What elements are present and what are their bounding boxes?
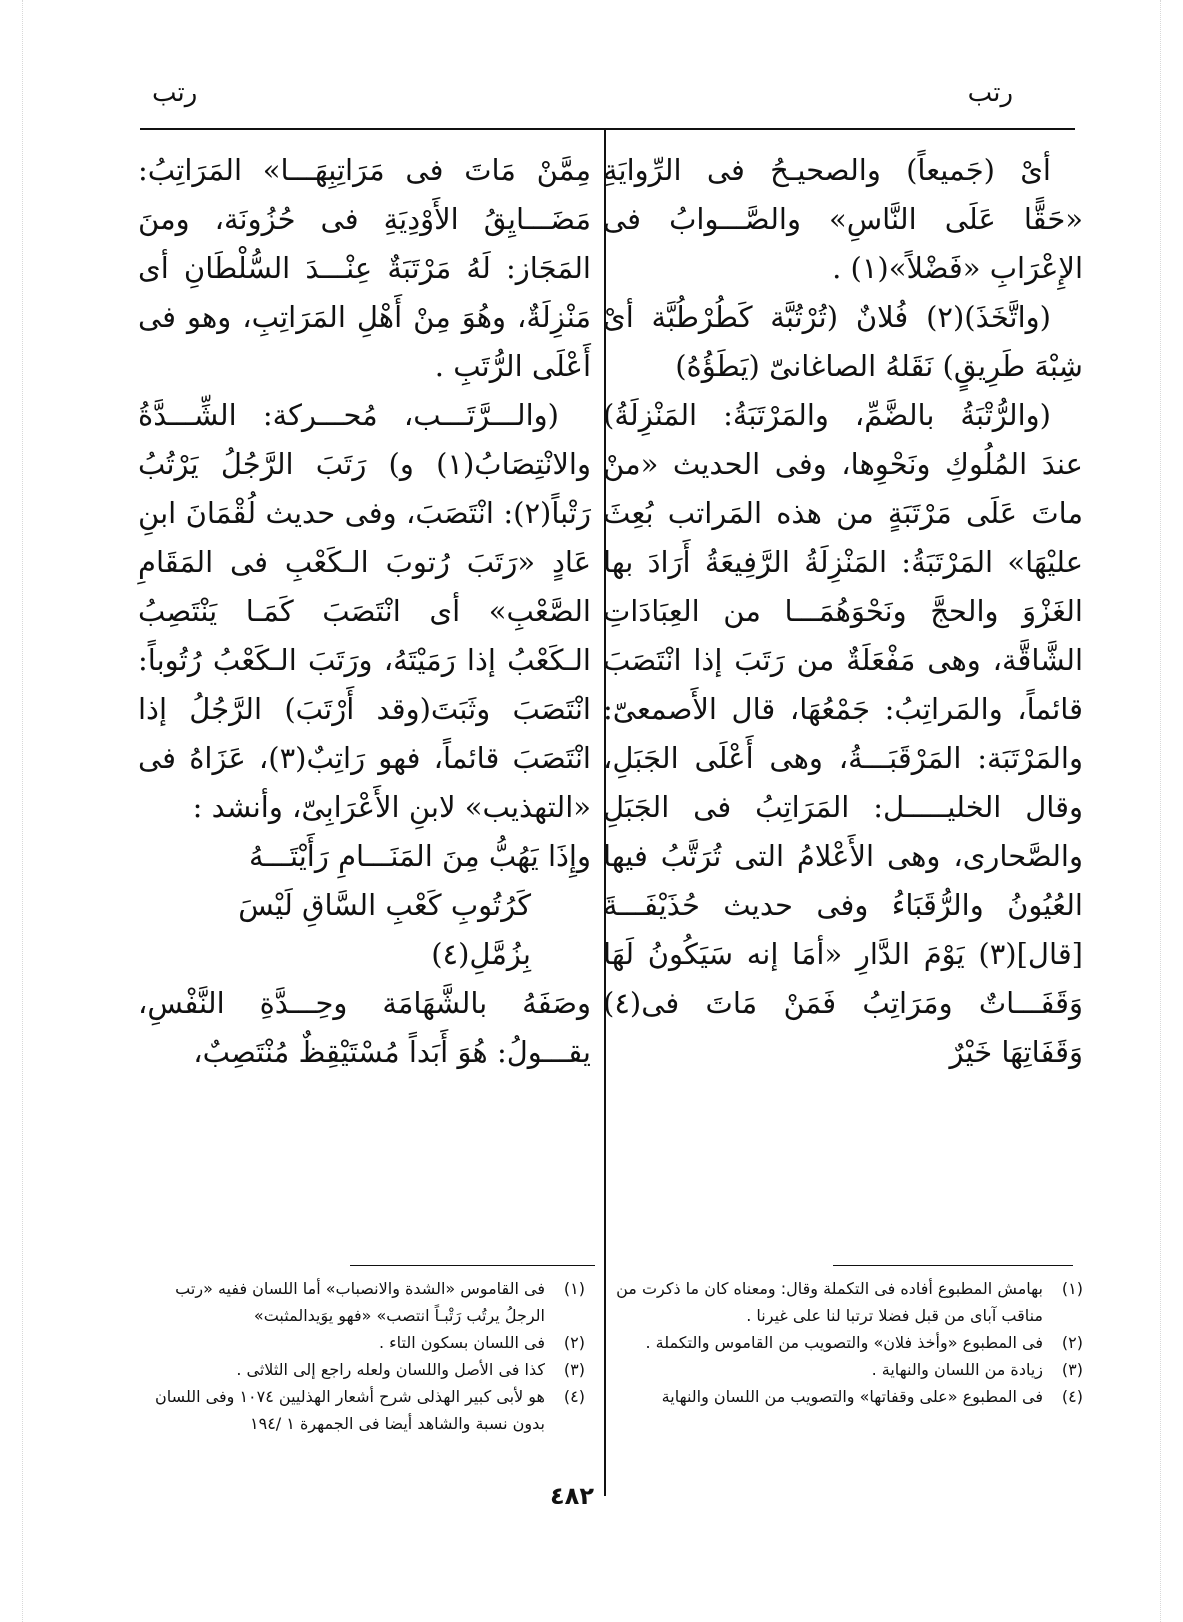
footnote: (٢)فى اللسان بسكون التاء . [378, 1333, 585, 1352]
footnote-rule [350, 1265, 595, 1266]
footnote: (١)بهامش المطبوع أفاده فى التكملة وقال: ومعناه كان ما ذكرت من مناقب آباى من قبل فضلا ترتبا لنا على غيرنا . [616, 1279, 1083, 1325]
running-head-right: رتب [967, 78, 1013, 108]
poem-line: كَرُتُوبِ كَعْبِ السَّاقِ لَيْسَ بِزُمَّلِ(٤) [238, 888, 531, 971]
footnotes-right [613, 1275, 1083, 1410]
footnote: (٤)فى المطبوع «على وقفاتها» والتصويب من اللسان والنهاية [661, 1387, 1083, 1406]
running-head-left: رتب [152, 78, 198, 108]
scan-margin-dots [22, 0, 23, 1622]
footnote: (٣)كذا فى الأصل واللسان ولعله راجع إلى الثلاثى . [236, 1360, 585, 1379]
footnote: (٢)فى المطبوع «وأخذ فلان» والتصويب من القاموس والتكملة . [645, 1333, 1083, 1352]
header-rule [140, 128, 1075, 130]
paragraph: مِمَّنْ مَاتَ فى مَرَاتِبِهَـــا» المَرَاتِبُ: مَضَـــايِقُ الأَوْدِيَةِ فى حُزُونَة، ومنَ المَجَاز: لَهُ مَرْتَبَةٌ عِنْـــدَ السُّلْطَانِ أى مَنْزِلَةٌ، وهُوَ مِنْ أَهْلِ المَرَاتِبِ، وهو فى أَعْلَى الرُّتَبِ . [138, 153, 591, 383]
paragraph: أىْ (جَميعاً) والصحيـحُ فى الرِّوايَةِ «حَقًّا عَلَى النَّاسِ» والصَّـــوابُ فى الإِعْرَابِ «فَضْلاً»(١) . [603, 153, 1083, 285]
footnote: (٤)هو لأبى كبير الهذلى شرح أشعار الهذليين ١٠٧٤ وفى اللسان بدون نسبة والشاهد أيضا فى الجمهرة ١ /١٩٤ [155, 1387, 585, 1433]
paragraph: (والـــرَّتَـــب، مُحـــركة: الشِّـــدَّةُ والانْتِصَابُ(١) و) رَتَبَ الرَّجُلُ يَرْتُبُ رَتْباً(٢): انْتَصَبَ، وفى حديث لُقْمَانَ ابنِ عَادٍ «رَتَبَ رُتوبَ الـكَعْبِ فى المَقَامِ الصَّعْبِ» أى انْتَصَبَ كَمَـا يَنْتَصِبُ الـكَعْبُ إذا رَمَيْتَهُ، ورَتَبَ الـكَعْبُ رُتُوباً: انْتَصَبَ وثَبَتَ(وقد أَرْتَبَ) الرَّجُلُ إذا انْتَصَبَ قائماً، فهو رَاتِبٌ(٣)، عَزَاهُ فى «التهذيب» لابنِ الأَعْرَابِىّ، وأنشد : [138, 398, 591, 824]
left-column [138, 146, 591, 1077]
paragraph: (واتَّخَذَ)(٢) فُلانٌ (تُرْتُبَّة كَطُرْطُبَّة أىْ شِبْهَ طَرِيقٍ) نَقَلهُ الصاغانىّ (يَطَؤُهُ) [603, 300, 1083, 383]
poem-verse [138, 832, 591, 979]
paragraph: وصَفَهُ بالشَّهَامَة وحِـــدَّةِ النَّفْسِ، يقـــولُ: هُوَ أَبَداً مُسْتَيْقِظٌ مُنْتَصِبٌ، [138, 986, 591, 1069]
footnote: (١)فى القاموس «الشدة والانصباب» أما اللسان ففيه «رتب الرجلُ يرتُب رَتْبـاً انتصب» «فهو يوَيدالمثبت» [175, 1279, 585, 1325]
paragraph: (والرُّتْبَةُ بالضَّمِّ، والمَرْتَبَةُ: المَنْزِلَةُ) عندَ المُلُوكِ ونَحْوِها، وفى الحديث «منْ ماتَ عَلَى مَرْتَبَةٍ من هذه المَراتب بُعِثَ عليْهَا» المَرْتَبَةُ: المَنْزِلَةُ الرَّفِيعَةُ أَرَادَ بها الغَزْوَ والحجَّ ونَحْوَهُمَـــا من العِبَادَاتِ الشَّاقَّة، وهى مَفْعَلَةٌ من رَتَبَ إذا انْتَصَبَ قائماً، والمَراتِبُ: جَمْعُهَا، قال الأَصمعىّ: والمَرْتَبَة: المَرْقَبَـــةُ، وهى أَعْلَى الجَبَلِ، وقال الخليـــــل: المَرَاتِبُ فى الجَبَلِ والصَّحارى، وهى الأَعْلامُ التى تُرَتَّبُ فيها العُيُونُ والرُّقَبَاءُ وفى حديث حُذَيْفَـــةَ [قال](٣) يَوْمَ الدَّارِ «أمَا إنه سَيَكُونُ لَهَا وَقَفَـــاتٌ ومَرَاتِبُ فَمَنْ مَاتَ فى(٤) وَقَفَاتِهَا خَيْرٌ [603, 398, 1083, 1069]
page-number: ٤٨٢ [550, 1482, 594, 1510]
scan-margin-dots [1160, 0, 1161, 1622]
poem-line: وإِذَا يَهُبُّ مِنَ المَنَـــامِ رَأَيْتَـــهُ [248, 839, 591, 873]
footnote-rule [833, 1265, 1073, 1266]
footnote: (٣)زيادة من اللسان والنهاية . [871, 1360, 1083, 1379]
footnotes-left [140, 1275, 585, 1437]
right-column [603, 146, 1083, 1077]
